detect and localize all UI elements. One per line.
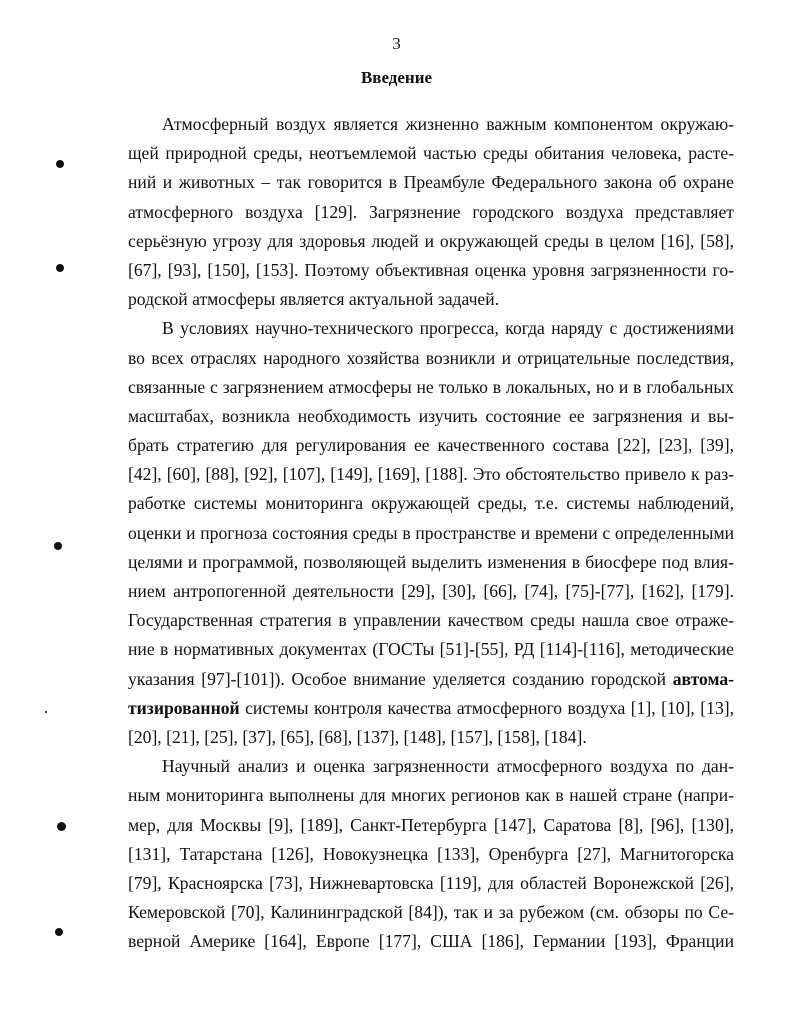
text-line: ние в нормативных документах (ГОСТы [51]-[55], РД [114]-[116], методические [128,639,734,660]
text-line: масштабах, возникла необходимость изучить состояние ее загрязнения и вы- [128,405,734,426]
text-line: Государственная стратегия в управлении качеством среды нашла свое отраже- [128,610,734,631]
text-line: нием антропогенной деятельности [29], [30], [66], [74], [75]-[77], [162], [179]. [128,581,734,601]
document-body [128,110,734,956]
text-line: [131], Татарстана [126], Новокузнецка [133], Оренбурга [27], Магнитогорска [128,843,734,864]
text-line: Научный анализ и оценка загрязненности атмосферного воздуха по дан- [162,756,734,777]
text-line: верной Америке [164], Европе [177], США [186], Германии [193], Франции [128,931,734,952]
scan-speck [56,160,64,168]
scan-speck [55,928,63,936]
scan-speck [56,264,64,272]
text-line: ний и животных – так говорится в Преамбуле Федерального закона об охране [128,172,734,193]
page-number: 3 [392,34,401,53]
bold-text-run: тизированной [128,697,240,718]
text-line [128,694,734,723]
text-line: щей природной среды, неотъемлемой частью среды обитания человека, расте- [128,143,734,164]
scan-speck [57,822,66,831]
scan-speck [45,711,47,713]
text-line: [42], [60], [88], [92], [107], [149], [169], [188]. Это обстоятельство привело к раз- [128,464,734,485]
text-run: указания [97]-[101]). Особое внимание уделяется созданию городской [128,668,673,689]
section-title: Введение [360,68,433,87]
bold-text-run: автома- [672,668,734,689]
text-line: [79], Красноярска [73], Нижневартовска [119], для областей Воронежской [26], [128,872,734,893]
scan-speck [54,542,62,550]
text-line [128,665,734,694]
text-line: родской атмосферы является актуальной задачей. [128,289,500,310]
text-line: целями и программой, позволяющей выделить изменения в биосфере под влия- [128,551,734,572]
text-line: оценки и прогноза состояния среды в пространстве и времени с определенными [128,522,734,543]
text-line: [20], [21], [25], [37], [65], [68], [137], [148], [157], [158], [184]. [128,726,587,747]
text-line: во всех отраслях народного хозяйства возникли и отрицательные последствия, [128,347,734,368]
text-run: системы контроля качества атмосферного воздуха [1], [10], [13], [239,697,734,718]
text-line: работке системы мониторинга окружающей среды, т.е. системы наблюдений, [128,493,734,514]
text-line: ным мониторинга выполнены для многих регионов как в нашей стране (напри- [128,785,734,806]
text-line: мер, для Москвы [9], [189], Санкт-Петербурга [147], Саратова [8], [96], [130], [128,814,734,835]
text-line: брать стратегию для регулирования ее качественного состава [22], [23], [39], [128,435,734,456]
text-line: Атмосферный воздух является жизненно важным компонентом окружаю- [162,114,734,134]
text-line: серьёзную угрозу для здоровья людей и окружающей среды в целом [16], [58], [128,230,734,251]
text-line: Кемеровской [70], Калининградской [84]), так и за рубежом (см. обзоры по Се- [128,902,734,923]
text-line: атмосферного воздуха [129]. Загрязнение городского воздуха представляет [128,201,734,222]
text-line: связанные с загрязнением атмосферы не только в локальных, но и в глобальных [128,376,734,397]
text-line: [67], [93], [150], [153]. Поэтому объективная оценка уровня загрязненности го- [128,259,734,280]
text-line: В условиях научно-технического прогресса, когда наряду с достижениями [162,318,734,339]
